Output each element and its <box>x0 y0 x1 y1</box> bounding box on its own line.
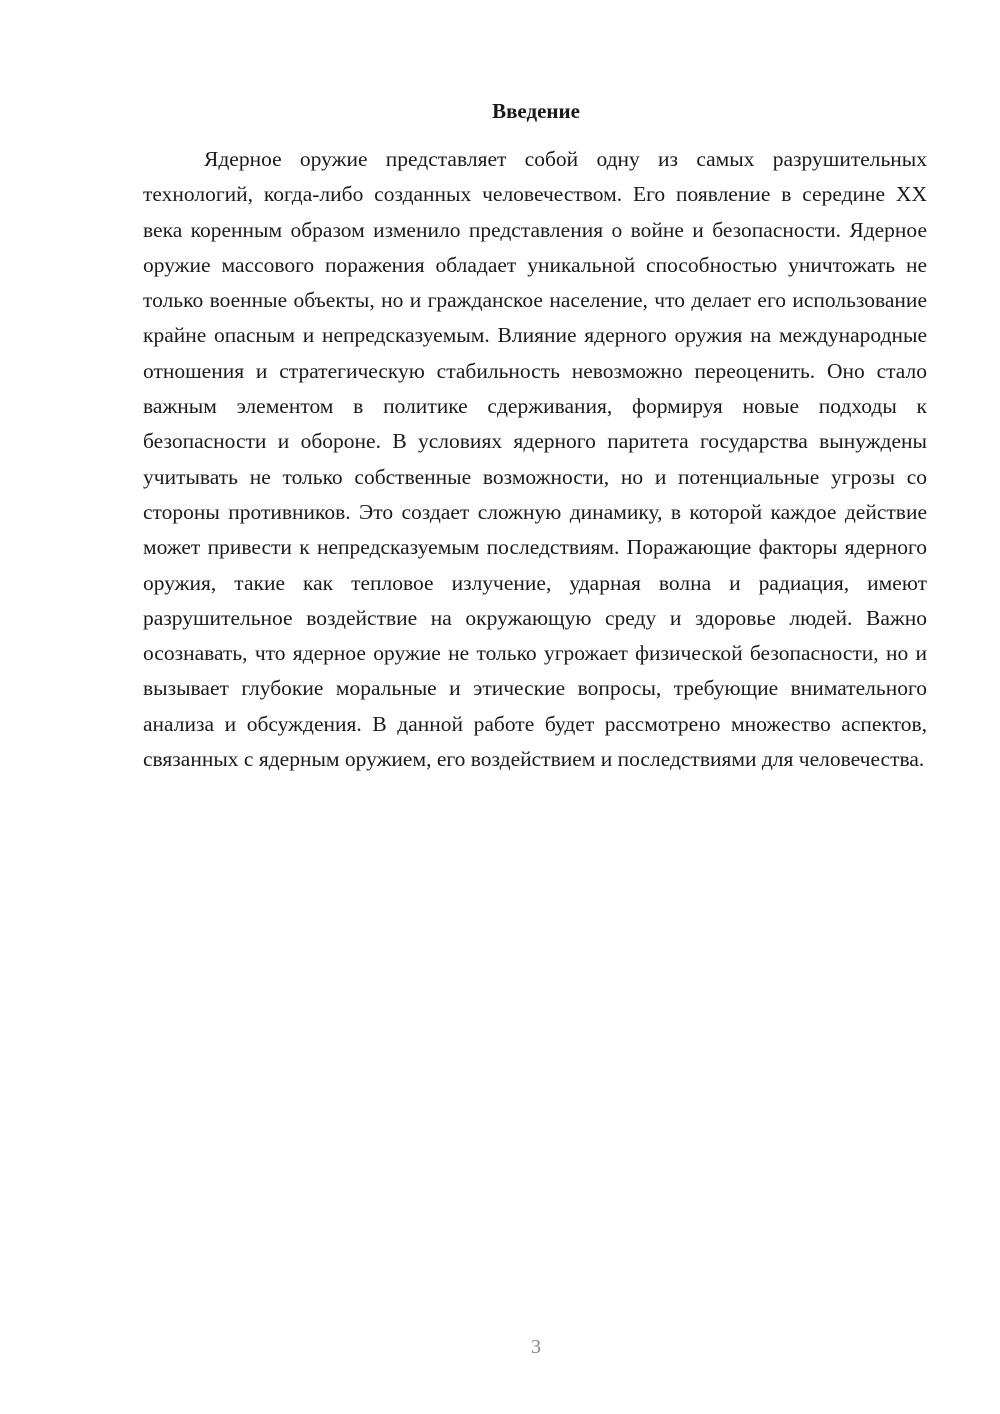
body-paragraph: Ядерное оружие представляет собой одну из самых разрушительных технологий, когда-либо созданных человечеством. Его появление в середине XX века коренным образом изменило представления о войне и безопасности. Ядерное оружие массового поражения обладает уникальной способностью уничтожать не только военные объекты, но и гражданское население, что делает его использование крайне опасным и непредсказуемым. Влияние ядерного оружия на международные отношения и стратегическую стабильность невозможно переоценить. Оно стало важным элементом в политике сдерживания, формируя новые подходы к безопасности и обороне. В условиях ядерного паритета государства вынуждены учитывать не только собственные возможности, но и потенциальные угрозы со стороны противников. Это создает сложную динамику, в которой каждое действие может привести к непредсказуемым последствиям. Поражающие факторы ядерного оружия, такие как тепловое излучение, ударная волна и радиация, имеют разрушительное воздействие на окружающую среду и здоровье людей. Важно осознавать, что ядерное оружие не только угрожает физической безопасности, но и вызывает глубокие моральные и этические вопросы, требующие внимательного анализа и обсуждения. В данной работе будет рассмотрено множество аспектов, связанных с ядерным оружием, его воздействием и последствиями для человечества. <box>143 147 927 772</box>
section-heading: Введение <box>492 99 580 123</box>
page-number: 3 <box>531 1336 541 1358</box>
